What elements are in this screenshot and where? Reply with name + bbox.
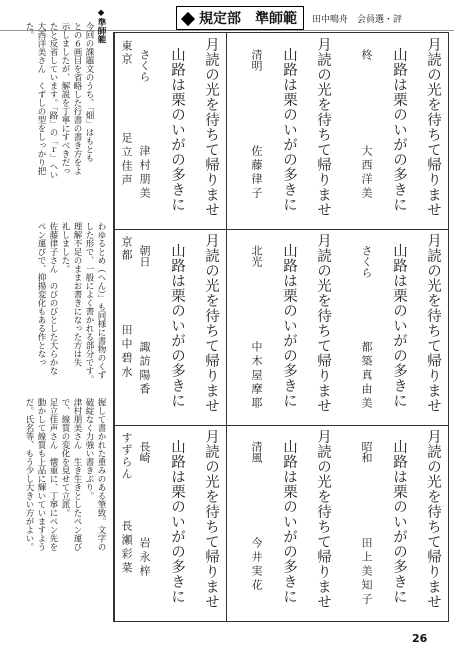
entry-name: 足立佳声 (120, 132, 133, 188)
comment-line: 破綻なく力強い書きぶり。 (84, 398, 94, 500)
entry-title: 長崎 (138, 441, 151, 463)
poem-line-2: 山路は栗のいがの多きに (391, 439, 407, 604)
poem-line-1: 月読の光を待ちて帰りませ (203, 429, 219, 609)
section-title (176, 6, 304, 30)
entry-panel (337, 425, 448, 621)
entry-name: 岩永梓 (138, 537, 151, 579)
section-title-text: 規定部 準師範 (199, 11, 297, 27)
judge-credit: 田中鳴舟 会員選・評 (312, 14, 403, 25)
comment-line: だ。氏名等、もう少し大きい方がよい。 (24, 398, 34, 551)
entry-title: 昭和 (360, 441, 373, 463)
comment-line: 佐藤律子さん のびのびとした大らかな (48, 222, 58, 375)
poem-line-2: 山路は栗のいがの多きに (281, 47, 297, 212)
entry-name: 津村朋美 (138, 145, 151, 201)
submissions-grid (113, 32, 449, 622)
entry-name: 田上美知子 (360, 537, 373, 607)
comment-line: 理解不足のままお書きになった方は失 (72, 222, 82, 367)
comment-heading: ◆準師範 (96, 8, 106, 44)
entry-panel (337, 229, 448, 425)
comment-line: 足立佳声さん 懐重に、丁寧にペン先を (48, 398, 58, 551)
entry-title: さくら (360, 245, 373, 278)
entry-name: 長瀬彩菜 (120, 520, 133, 576)
entry-name: 中木屋摩耶 (250, 341, 263, 411)
comment-line: した形で、一般によく書かれる部分です。 (84, 222, 94, 384)
poem-line-2: 山路は栗のいがの多きに (281, 439, 297, 604)
comment-line: た。 (24, 22, 34, 39)
entry-title: さくら (138, 49, 151, 82)
entry-panel (226, 229, 338, 425)
comment-line: 示しましたが、解説を丁寧にすべきだっ (60, 22, 70, 175)
entry-title: 東京 (120, 40, 133, 66)
comment-line: で、線質の変化を見せて立派。 (60, 398, 70, 517)
entry-title: 清明 (250, 49, 263, 71)
entry-title: 朝日 (138, 245, 151, 267)
poem-line-1: 月読の光を待ちて帰りませ (203, 37, 219, 217)
diamond-icon (181, 12, 195, 26)
comment-line: 津村朋美さん 生き生きとしたペン運び (72, 398, 82, 551)
poem-line-2: 山路は栗のいがの多きに (169, 243, 185, 408)
comment-line: 大西洋美さん くずしの型をしっかり把 (36, 22, 46, 175)
page-number: 26 (412, 632, 428, 645)
entry-title: 柊 (360, 49, 373, 60)
comment-line: との６画目を省略した行書の書き方をよ (72, 22, 82, 175)
grid-row (114, 229, 448, 426)
entry-name: 諏訪陽香 (138, 341, 151, 397)
entry-panel (337, 33, 448, 229)
comment-line: 礼しました。 (60, 222, 70, 273)
poem-line-2: 山路は栗のいがの多きに (169, 47, 185, 212)
poem-line-1: 月読の光を待ちて帰りませ (315, 37, 331, 217)
entry-title: 清風 (250, 441, 263, 463)
poem-line-2: 山路は栗のいがの多きに (391, 47, 407, 212)
entry-name: 今井実花 (250, 537, 263, 593)
poem-line-1: 月読の光を待ちて帰りませ (315, 233, 331, 413)
page-header (176, 8, 402, 28)
entry-title: すずらん (120, 432, 133, 480)
poem-line-2: 山路は栗のいがの多きに (169, 439, 185, 604)
poem-line-1: 月読の光を待ちて帰りませ (203, 233, 219, 413)
entry-panel (226, 425, 338, 621)
poem-line-1: 月読の光を待ちて帰りませ (425, 233, 441, 413)
poem-line-2: 山路は栗のいがの多きに (391, 243, 407, 408)
poem-line-2: 山路は栗のいがの多きに (281, 243, 297, 408)
grid-row (114, 425, 448, 621)
grid-row (114, 33, 448, 230)
poem-line-1: 月読の光を待ちて帰りませ (425, 429, 441, 609)
poem-line-1: 月読の光を待ちて帰りませ (425, 37, 441, 217)
entry-name: 大西洋美 (360, 145, 373, 201)
comment-line: 今回の課題文のうち、「畑」はもとも (84, 22, 94, 163)
entry-title: 北光 (250, 245, 263, 267)
entry-name: 田中碧水 (120, 324, 133, 380)
entry-panel (226, 33, 338, 229)
judge-comments (0, 8, 110, 628)
comment-line: 動かして線質も上品に輝いていますよう (36, 398, 46, 551)
comment-line: わゆるとめ（へん）」も同様に書物のくず (96, 222, 106, 380)
poem-line-1: 月読の光を待ちて帰りませ (315, 429, 331, 609)
entry-title: 京都 (120, 236, 133, 262)
comment-line: 握して書かれた重みのある筆致。文字の (96, 398, 106, 551)
entry-name: 佐藤律子 (250, 145, 263, 201)
entry-name: 都築真由美 (360, 341, 373, 411)
comment-line: ペン運びで、抑揚変化もある作となっ (36, 222, 46, 367)
comment-line: たと反省しています。「路」の「ｒ」へい (48, 22, 58, 180)
